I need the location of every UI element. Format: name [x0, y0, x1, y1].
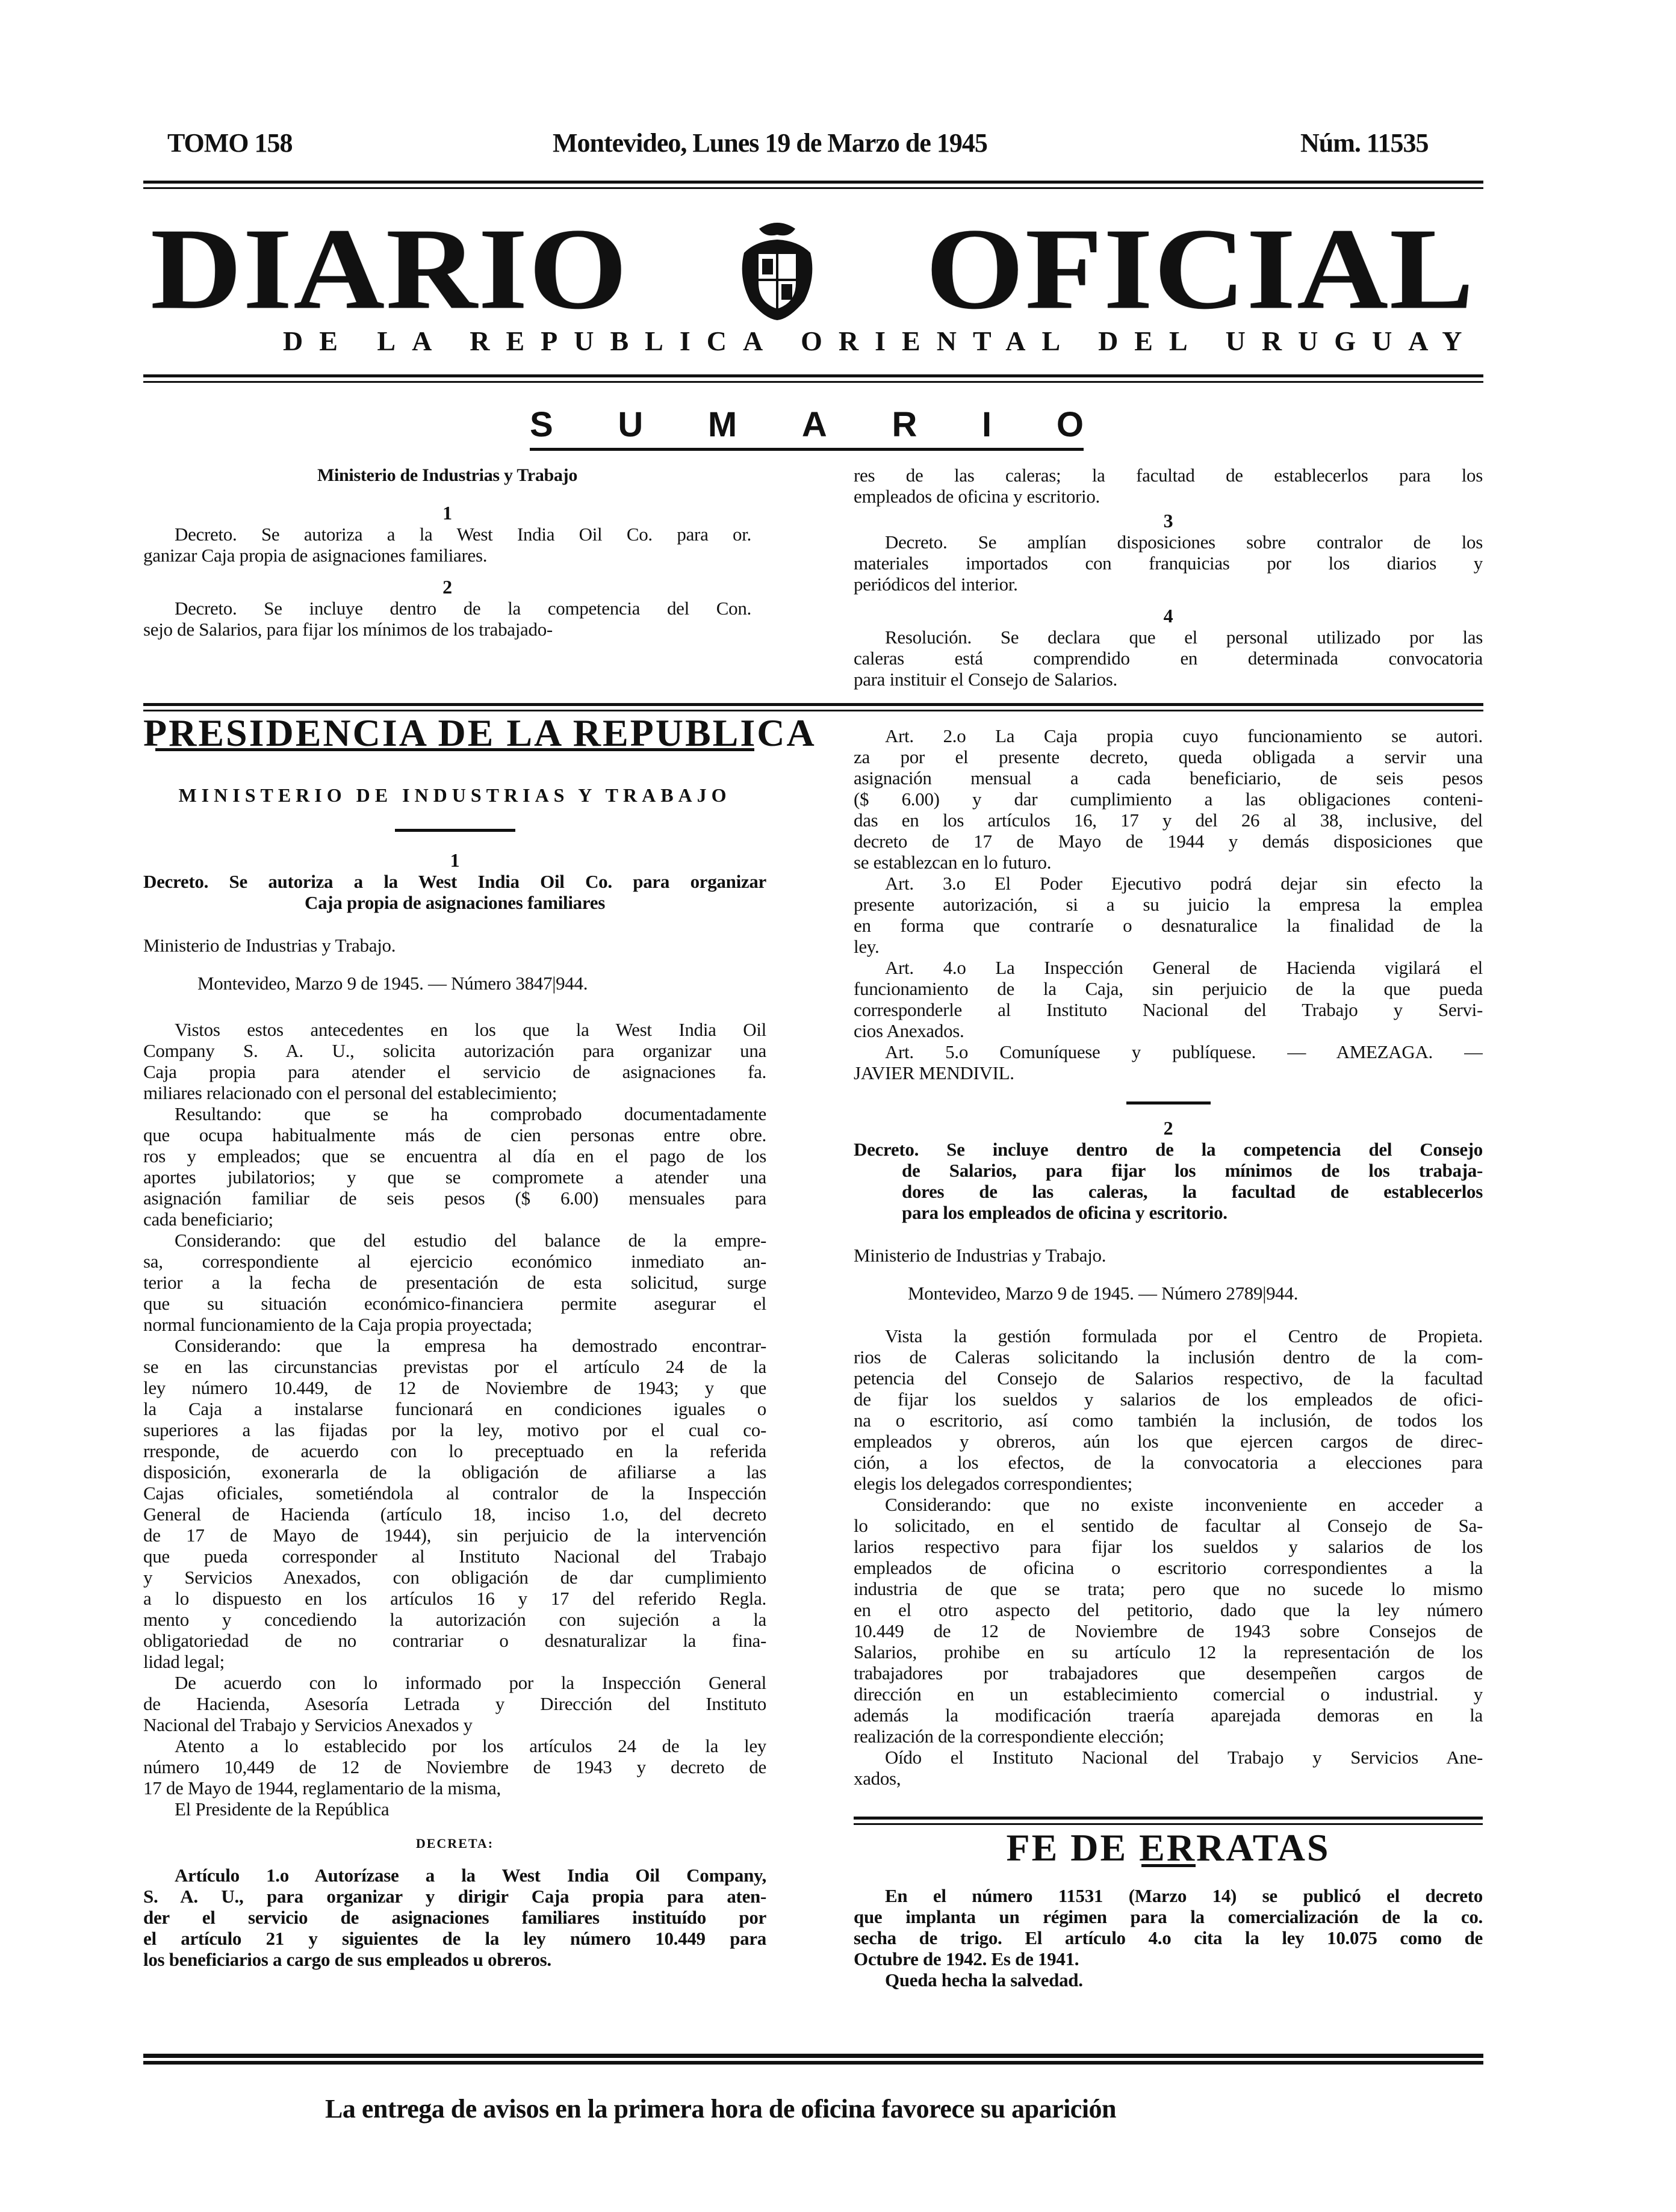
text-line: ($ 6.00) y dar cumplimiento a las obligaciones conteni-: [854, 788, 1483, 810]
sumario-letter: A: [801, 405, 827, 444]
text-line: xados,: [854, 1768, 901, 1789]
text-line: Atento a lo establecido por los artículos 24 de la ley: [175, 1735, 766, 1756]
text-line: Considerando: que la empresa ha demostrado encontrar-: [175, 1335, 766, 1356]
text-line: Art. 3.o El Poder Ejecutivo podrá dejar sin efecto la: [885, 873, 1483, 894]
text-line: decreto de 17 de Mayo de 1944 y demás disposiciones que: [854, 831, 1483, 852]
text-line: General de Hacienda (artículo 18, inciso 1.o, del decreto: [143, 1504, 766, 1525]
sumario-letter: U: [618, 405, 644, 444]
text-line: el artículo 21 y siguientes de la ley número 10.449 para: [143, 1928, 766, 1949]
masthead: [151, 205, 1475, 333]
text-line: Resolución. Se declara que el personal utilizado por las: [885, 627, 1483, 648]
decree-1-title-line: Decreto. Se autoriza a la West India Oil Co. para organizar: [143, 871, 766, 892]
text-line: asignación familiar de seis pesos ($ 6.00) mensuales para: [143, 1188, 766, 1209]
decree-2-title-line: para los empleados de oficina y escritorio.: [902, 1202, 1228, 1223]
masthead-title-oficial: OFICIAL: [925, 205, 1475, 333]
text-line: Cajas oficiales, sometiéndola al contralor de la Inspección: [143, 1482, 766, 1504]
sumario-item-number: 3: [1163, 510, 1173, 531]
text-line: Company S. A. U., solicita autorización para organizar una: [143, 1040, 766, 1061]
text-line: Vista la gestión formulada por el Centro de Propieta.: [885, 1325, 1483, 1346]
text-line: de fijar los sueldos y salarios de los empleados de ofici-: [854, 1389, 1483, 1410]
sumario-letter: O: [1056, 405, 1084, 444]
text-line: ción, a los efectos, de la convocatoria a elecciones para: [854, 1452, 1483, 1473]
decree-2-title: [854, 1139, 1483, 1223]
coat-of-arms-icon: [732, 217, 822, 322]
text-line: los beneficiarios a cargo de sus empleados u obreros.: [143, 1949, 551, 1970]
masthead-title-diario: DIARIO: [151, 205, 628, 333]
text-line: y Servicios Anexados, con obligación de dar cumplimiento: [143, 1567, 766, 1588]
left-column: [143, 711, 816, 1970]
text-line: realización de la correspondiente elección;: [854, 1726, 1164, 1747]
text-line: larios respectivo para fijar los sueldos y salarios de los: [854, 1536, 1483, 1557]
text-line: Art. 5.o Comuníquese y publíquese. — AMEZAGA. —: [885, 1041, 1483, 1062]
header-rule-top: [143, 181, 1483, 189]
text-line: Oído el Instituto Nacional del Trabajo y Servicios Ane-: [885, 1747, 1483, 1768]
sumario-item: [143, 598, 751, 640]
decree-2-title-line: dores de las caleras, la facultad de establecerlos: [902, 1181, 1483, 1202]
text-line: Caja propia para atender el servicio de asignaciones fa.: [143, 1061, 766, 1082]
masthead-subtitle: DE LA REPUBLICA ORIENTAL DEL URUGUAY: [283, 326, 1479, 356]
text-line: Decreto. Se autoriza a la West India Oil Co. para or.: [175, 524, 751, 545]
text-line: se establezcan en lo futuro.: [854, 852, 1052, 873]
text-line: Salarios, prohibe en su artículo 12 la representación de los: [854, 1641, 1483, 1662]
decree-1-title-line: Caja propia de asignaciones familiares: [305, 892, 605, 913]
text-line: Decreto. Se amplían disposiciones sobre contralor de los: [885, 531, 1483, 553]
text-line: cada beneficiario;: [143, 1209, 273, 1230]
text-line: lo solicitado, en el sentido de facultar al Consejo de Sa-: [854, 1515, 1483, 1536]
text-line: funcionamiento de la Caja, sin perjuicio de la que pueda: [854, 978, 1483, 999]
decree-1-continuation: [854, 725, 1483, 1083]
volume-number: TOMO 158: [167, 128, 293, 158]
text-line: presente autorización, si a su juicio la empresa la emplea: [854, 894, 1483, 915]
text-line: ley número 10.449, de 12 de Noviembre de 1943; y que: [143, 1377, 766, 1398]
text-line: res de las caleras; la facultad de establecerlos para los: [854, 465, 1483, 486]
text-line: El Presidente de la República: [175, 1798, 390, 1820]
decree-1-article-1: [143, 1865, 766, 1970]
text-line: za por el presente decreto, queda obligada a servir una: [854, 746, 1483, 767]
decree-1-title: [143, 871, 766, 913]
text-line: ley.: [854, 936, 880, 957]
sumario-item: [854, 627, 1483, 690]
text-line: rios de Caleras solicitando la inclusión dentro de la com-: [854, 1346, 1483, 1368]
text-line: a lo dispuesto en los artículos 16 y 17 del referido Regla.: [143, 1588, 766, 1609]
text-line: Art. 4.o La Inspección General de Hacienda vigilará el: [885, 957, 1483, 978]
text-line: S. A. U., para organizar y dirigir Caja propia para aten-: [143, 1886, 766, 1907]
decree-2-title-line: de Salarios, para fijar los mínimos de los trabaja-: [902, 1160, 1483, 1181]
short-rule: [395, 829, 515, 832]
decreta-label: DECRETA:: [415, 1836, 494, 1851]
text-line: empleados y obreros, aún los que ejercen cargos de direc-: [854, 1431, 1483, 1452]
footer-notice: La entrega de avisos en la primera hora de oficina favorece su aparición: [325, 2094, 1117, 2124]
masthead-rule-bottom: [143, 374, 1483, 383]
text-line: na o escritorio, así como también la inclusión, de todos los: [854, 1410, 1483, 1431]
sumario-letter: S: [530, 405, 553, 444]
text-line: que ocupa habitualmente más de cien personas entre obre.: [143, 1124, 766, 1145]
erratas-body: [854, 1885, 1483, 1990]
text-line: de 17 de Mayo de 1944), sin perjuicio de la intervención: [143, 1525, 766, 1546]
text-line: empleados de oficina y escritorio.: [854, 486, 1100, 507]
text-line: miliares relacionado con el personal del establecimiento;: [143, 1082, 557, 1103]
text-line: empleados de oficina o escritorio correspondientes a la: [854, 1557, 1483, 1578]
text-line: rresponde, de acuerdo con lo preceptuado en la referida: [143, 1440, 766, 1461]
text-line: materiales importados con franquicias por los diarios y: [854, 553, 1483, 574]
text-line: trabajadores por trabajadores que desempeñen cargos de: [854, 1662, 1483, 1684]
short-rule: [1126, 1101, 1211, 1104]
sumario-item-number: 2: [442, 576, 452, 598]
text-line: Art. 2.o La Caja propia cuyo funcionamiento se autori.: [885, 725, 1483, 746]
text-line: Decreto. Se incluye dentro de la competencia del Con.: [175, 598, 751, 619]
right-column: [854, 725, 1483, 1990]
sumario-letter: I: [982, 405, 992, 444]
sumario-right: [854, 465, 1483, 690]
text-line: ganizar Caja propia de asignaciones familiares.: [143, 545, 488, 566]
text-line: terior a la fecha de presentación de esta solicitud, surge: [143, 1272, 766, 1293]
text-line: además la modificación traería aparejada demoras en la: [854, 1705, 1483, 1726]
text-line: ros y empleados; que se encuentra al día en el pago de los: [143, 1145, 766, 1166]
text-line: la Caja a instalarse funcionará en condiciones iguales o: [143, 1398, 766, 1419]
text-line: en el otro aspecto del petitorio, dado que la ley número: [854, 1599, 1483, 1620]
section-title: PRESIDENCIA DE LA REPUBLICA: [143, 711, 816, 754]
text-line: normal funcionamiento de la Caja propia proyectada;: [143, 1314, 532, 1335]
text-line: JAVIER MENDIVIL.: [854, 1062, 1014, 1083]
erratas-title: FE DE ERRATAS: [1006, 1826, 1330, 1869]
decree-number-2: 2: [1163, 1117, 1173, 1139]
text-line: sejo de Salarios, para fijar los mínimos de los trabajado-: [143, 619, 553, 640]
text-line: que implanta un régimen para la comercialización de la co.: [854, 1906, 1483, 1927]
sumario-left: [143, 465, 751, 640]
text-line: Octubre de 1942. Es de 1941.: [854, 1948, 1079, 1969]
text-line: Considerando: que no existe inconveniente en acceder a: [885, 1494, 1483, 1515]
text-line: industria de que se trata; pero que no sucede lo mismo: [854, 1578, 1483, 1599]
sumario-ministry: Ministerio de Industrias y Trabajo: [317, 465, 578, 485]
decree-2-title-line: Decreto. Se incluye dentro de la competencia del Consejo: [854, 1139, 1483, 1160]
text-line: cios Anexados.: [854, 1020, 964, 1041]
sumario-item-number: 4: [1163, 605, 1173, 627]
text-line: asignación mensual a cada beneficiario, de seis pesos: [854, 767, 1483, 788]
text-line: que pueda corresponder al Instituto Nacional del Trabajo: [143, 1546, 766, 1567]
decree-number-1: 1: [450, 849, 460, 871]
text-line: Queda hecha la salvedad.: [885, 1969, 1083, 1990]
erratas-rule: [854, 1817, 1483, 1825]
text-line: corresponderle al Instituto Nacional del Trabajo y Servi-: [854, 999, 1483, 1020]
sumario-item: [143, 524, 751, 566]
text-line: lidad legal;: [143, 1651, 225, 1672]
text-line: para instituir el Consejo de Salarios.: [854, 669, 1118, 690]
sumario-letter: R: [892, 405, 917, 444]
text-line: secha de trigo. El artículo 4.o cita la ley 10.075 como de: [854, 1927, 1483, 1948]
text-line: disposición, exonerarla de la obligación de afiliarse a las: [143, 1461, 766, 1482]
text-line: der el servicio de asignaciones familiares instituído por: [143, 1907, 766, 1928]
text-line: dirección en un establecimiento comercial o industrial. y: [854, 1684, 1483, 1705]
text-line: aportes jubilatorios; y que se compromete a atender una: [143, 1166, 766, 1188]
text-line: En el número 11531 (Marzo 14) se publicó el decreto: [885, 1885, 1483, 1906]
text-line: Nacional del Trabajo y Servicios Anexados y: [143, 1714, 473, 1735]
text-line: caleras está comprendido en determinada convocatoria: [854, 648, 1483, 669]
text-line: Resultando: que se ha comprobado documentadamente: [175, 1103, 766, 1124]
decree-2-body: [854, 1325, 1483, 1789]
text-line: de Hacienda, Asesoría Letrada y Dirección del Instituto: [143, 1693, 766, 1714]
text-line: se en las circunstancias previstas por el artículo 24 de la: [143, 1356, 766, 1377]
text-line: petencia del Consejo de Salarios respectivo, de la facultad: [854, 1368, 1483, 1389]
sumario-item: [854, 531, 1483, 595]
text-line: sa, correspondiente al ejercicio económico inmediato an-: [143, 1251, 766, 1272]
text-line: elegis los delegados correspondientes;: [854, 1473, 1132, 1494]
ministry-caps: MINISTERIO DE INDUSTRIAS Y TRABAJO: [178, 784, 731, 806]
text-line: 17 de Mayo de 1944, reglamentario de la misma,: [143, 1777, 501, 1798]
decree-1-ministry: Ministerio de Industrias y Trabajo.: [143, 935, 396, 956]
text-line: De acuerdo con lo informado por la Inspección General: [175, 1672, 766, 1693]
decree-2-dateline: Montevideo, Marzo 9 de 1945. — Número 2789|944.: [908, 1283, 1299, 1304]
text-line: en forma que contraríe o desnaturalice la finalidad de la: [854, 915, 1483, 936]
sumario-letter: M: [707, 405, 737, 444]
text-line: mento y concediendo la autorización con sujeción a la: [143, 1609, 766, 1630]
text-line: número 10,449 de 12 de Noviembre de 1943 y decreto de: [143, 1756, 766, 1777]
text-line: das en los artículos 16, 17 y del 26 al 38, inclusive, del: [854, 810, 1483, 831]
text-line: Artículo 1.o Autorízase a la West India Oil Company,: [175, 1865, 766, 1886]
text-line: superiores a las fijadas por la ley, motivo por el cual co-: [143, 1419, 766, 1440]
footer-rule: [143, 2054, 1483, 2065]
sumario-heading: [530, 404, 1084, 445]
text-line: obligatoriedad de no contrariar o desnaturalizar la fina-: [143, 1630, 766, 1651]
text-line: 10.449 de 12 de Noviembre de 1943 sobre Consejos de: [854, 1620, 1483, 1641]
sumario-rule-bottom: [143, 703, 1483, 711]
sumario-underline: [530, 448, 1084, 451]
issue-number: Núm. 11535: [1300, 128, 1429, 158]
decree-1-body: [143, 1019, 766, 1820]
sumario-item-number: 1: [442, 502, 452, 524]
text-line: periódicos del interior.: [854, 574, 1018, 595]
issue-dateline: Montevideo, Lunes 19 de Marzo de 1945: [553, 128, 987, 158]
text-line: Considerando: que del estudio del balance de la empre-: [175, 1230, 766, 1251]
decree-2-ministry: Ministerio de Industrias y Trabajo.: [854, 1245, 1106, 1266]
text-line: Vistos estos antecedentes en los que la West India Oil: [175, 1019, 766, 1040]
text-line: que su situación económico-financiera permite asegurar el: [143, 1293, 766, 1314]
decree-1-dateline: Montevideo, Marzo 9 de 1945. — Número 3847|944.: [197, 973, 588, 994]
